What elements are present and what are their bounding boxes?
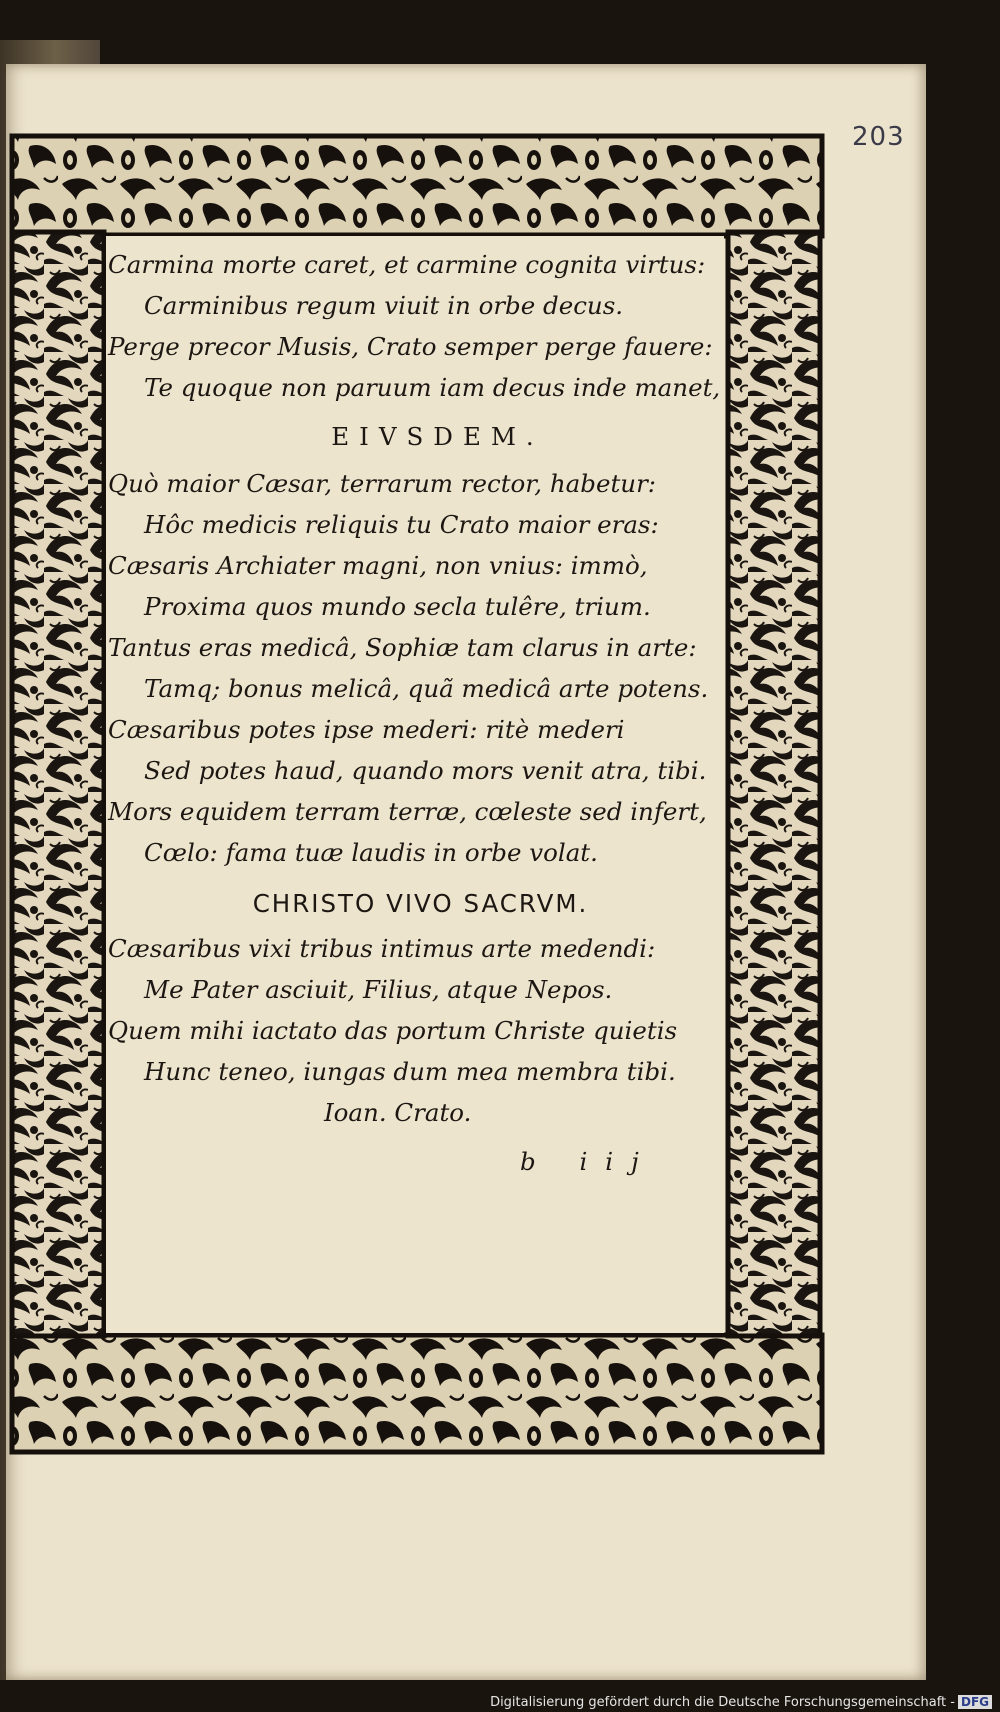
poem-text [108,244,723,1182]
dfg-logo: DFG [958,1695,992,1709]
verse-line: Sed potes haud, quando mors venit atra, tibi. [144,756,707,785]
verse-line: Cæsaris Archiater magni, non vnius: immò, [108,551,648,580]
verse-line: Me Pater asciuit, Filius, atque Nepos. [144,975,613,1004]
verse-line: Hunc teneo, iungas dum mea membra tibi. [144,1057,676,1086]
verse-line: Perge precor Musis, Crato semper perge fauere: [108,332,713,361]
page-number: 203 [852,122,905,152]
verse-line: Cæsaribus vixi tribus intimus arte medendi: [108,934,656,963]
footer-credit [490,1695,992,1710]
verse-line: Hôc medicis reliquis tu Crato maior eras: [144,510,659,539]
author-signature: Ioan. Crato. [324,1098,472,1127]
footer-text: Digitalisierung gefördert durch die Deutsche Forschungsgemeinschaft - [490,1695,955,1710]
verse-line: Carminibus regum viuit in orbe decus. [144,291,624,320]
verse-line: Carmina morte caret, et carmine cognita virtus: [108,250,706,279]
verse-line: Quò maior Cæsar, terrarum rector, habetur: [108,469,657,498]
verse-line: Tamq; bonus melicâ, quã medicâ arte potens. [144,674,709,703]
section-heading-epitaph: CHRISTO VIVO SACRVM. [252,889,589,918]
verse-line: Quem mihi iactato das portum Christe quietis [108,1016,678,1045]
signature-mark: b iij [520,1147,657,1176]
verse-line: Cæsaribus potes ipse mederi: ritè mederi [108,715,625,744]
verse-line: Cœlo: fama tuæ laudis in orbe volat. [144,838,598,867]
verse-line: Mors equidem terram terræ, cœleste sed infert, [108,797,707,826]
verse-line: Proxima quos mundo secla tulêre, trium. [144,592,651,621]
verse-line: Te quoque non paruum iam decus inde manet, [144,373,721,402]
section-heading: EIVSDEM. [331,422,544,451]
verse-line: Tantus eras medicâ, Sophiæ tam clarus in arte: [108,633,697,662]
